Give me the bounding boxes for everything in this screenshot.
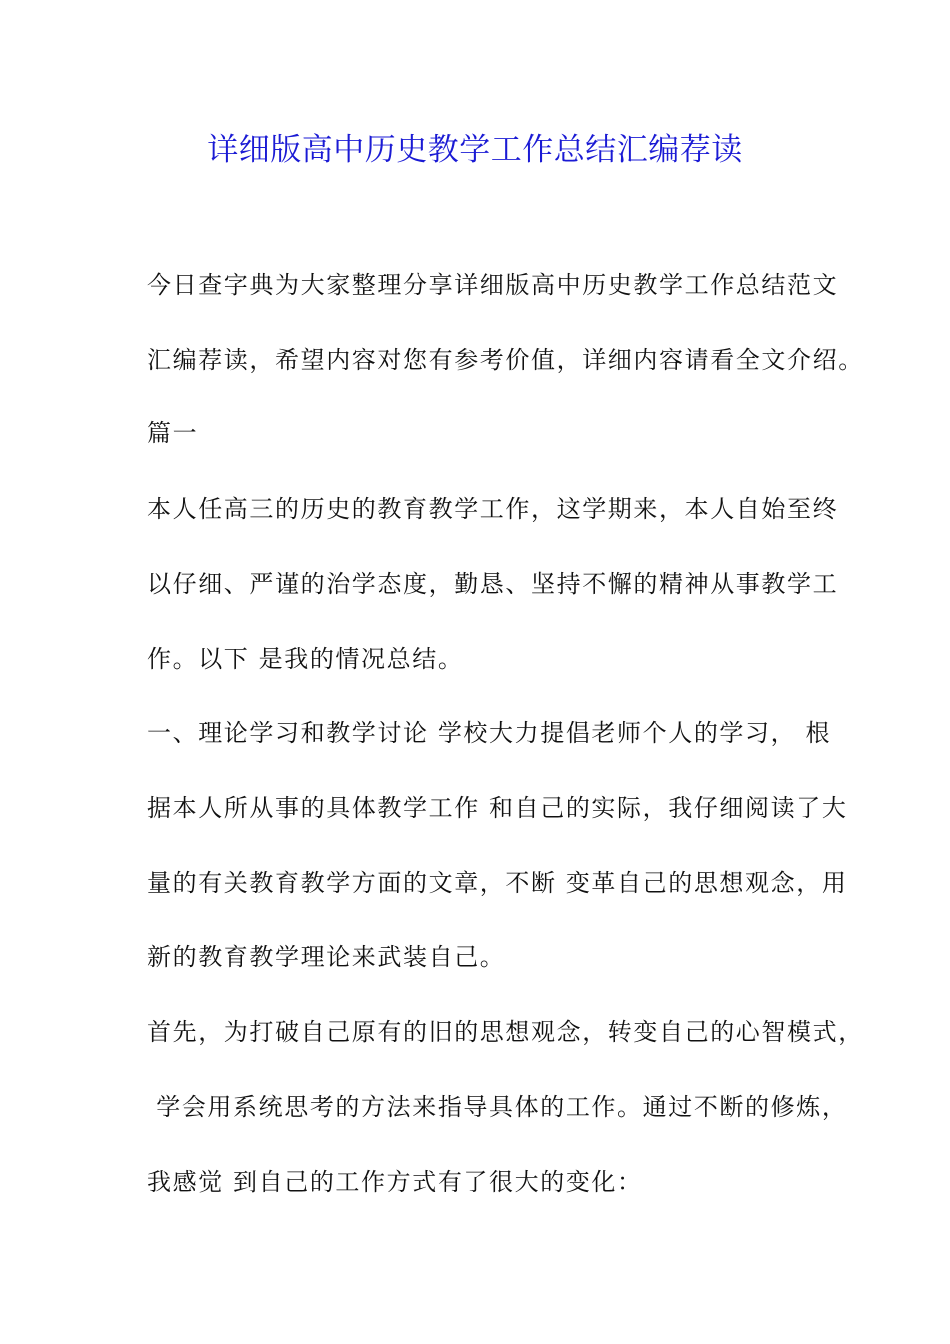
document-title: 详细版高中历史教学工作总结汇编荐读: [207, 132, 743, 168]
body-line: 量的有关教育教学方面的文章，不断 变革自己的思想观念，用: [147, 869, 848, 897]
body-line: 首先，为打破自己原有的旧的思想观念，转变自己的心智模式，: [147, 1018, 864, 1046]
section-heading: 篇一: [147, 419, 199, 447]
body-line: 本人任高三的历史的教育教学工作，这学期来，本人自始至终: [147, 495, 839, 523]
body-line: 以仔细、严谨的治学态度，勤恳、坚持不懈的精神从事教学工: [147, 570, 839, 598]
body-line: 今日查字典为大家整理分享详细版高中历史教学工作总结范文: [147, 271, 839, 299]
body-line: 一、理论学习和教学讨论 学校大力提倡老师个人的学习， 根: [147, 719, 832, 747]
body-line: 学会用系统思考的方法来指导具体的工作。通过不断的修炼，: [147, 1093, 848, 1121]
body-line: 作。以下 是我的情况总结。: [147, 645, 464, 673]
body-line: 新的教育教学理论来武装自己。: [147, 943, 506, 971]
body-line: 汇编荐读，希望内容对您有参考价值，详细内容请看全文介绍。: [147, 346, 864, 374]
body-line: 我感觉 到自己的工作方式有了很大的变化：: [147, 1168, 643, 1196]
body-line: 据本人所从事的具体教学工作 和自己的实际，我仔细阅读了大: [147, 794, 848, 822]
